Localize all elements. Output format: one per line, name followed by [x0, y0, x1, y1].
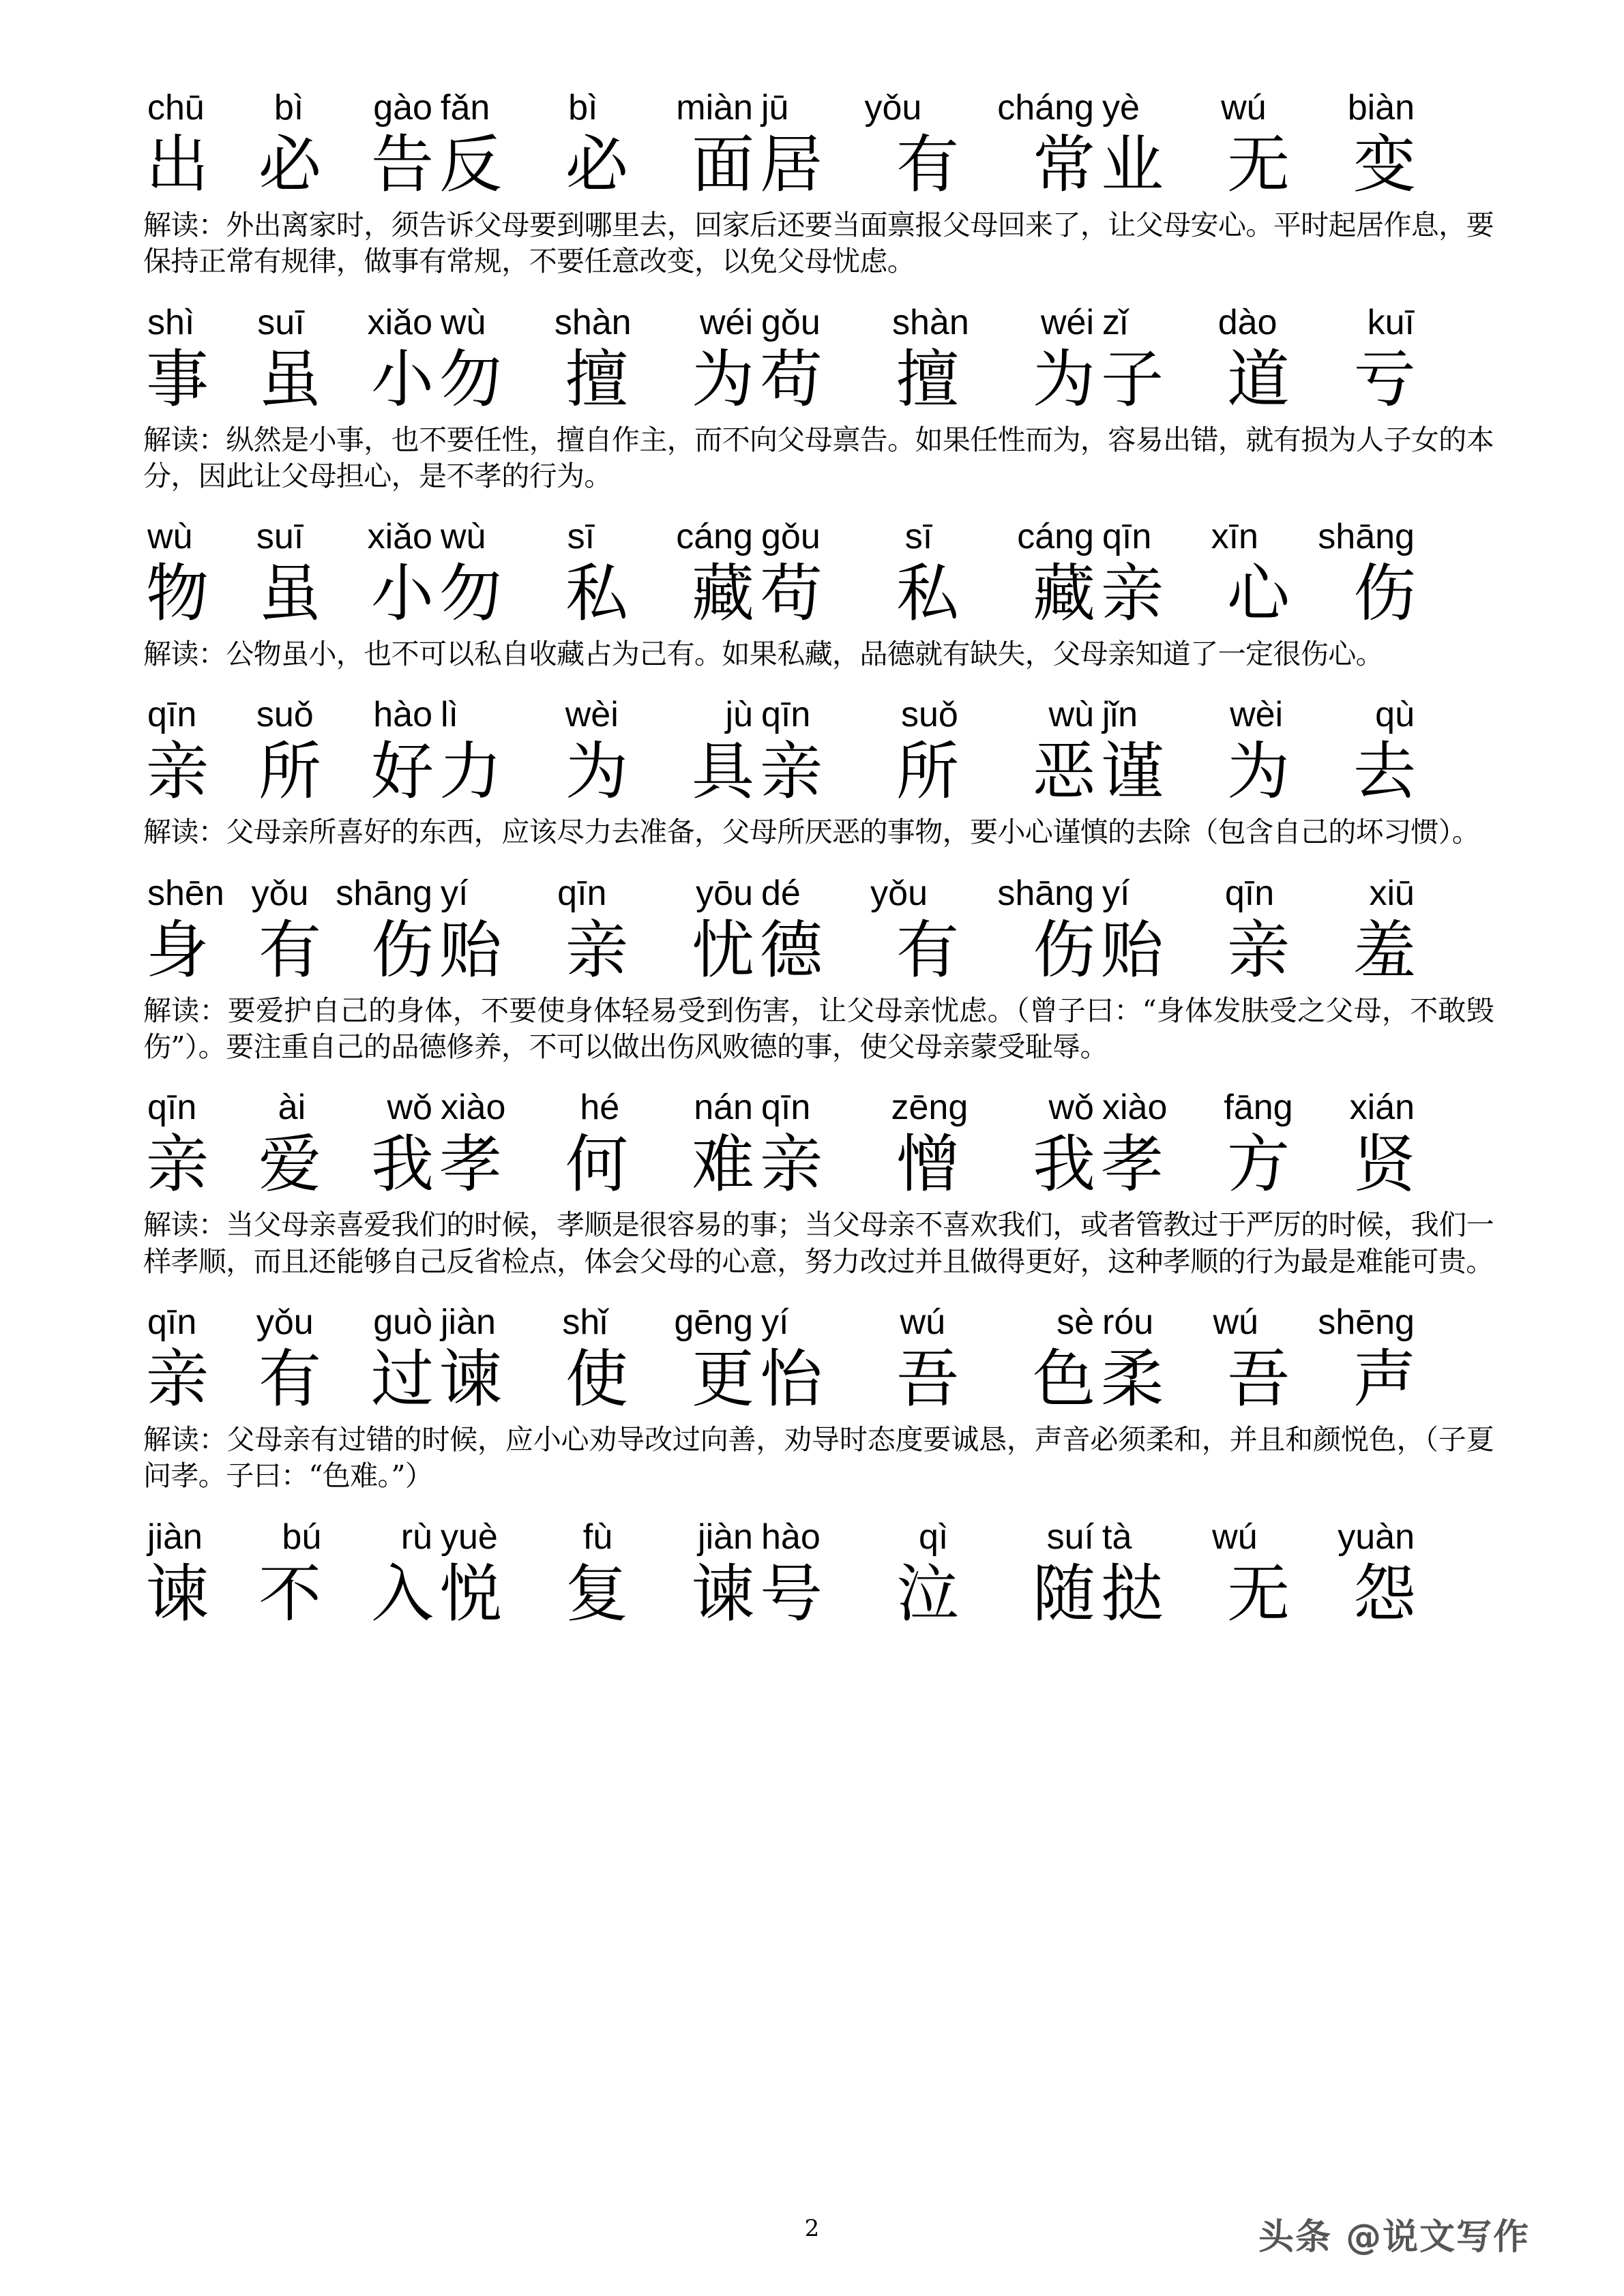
hanzi-character: 我: [370, 1128, 434, 1202]
pinyin-syllable: yǒu: [870, 873, 928, 913]
hanzi-phrase: [437, 543, 757, 633]
watermark-toutiao: 头条 @说文写作: [1258, 2217, 1531, 2258]
pinyin-syllable: xiū: [1369, 873, 1415, 913]
pinyin-syllable: yí: [441, 873, 469, 913]
verse-stanza: [143, 75, 1494, 280]
hanzi-character: 我: [1032, 1128, 1095, 1202]
pinyin-syllable: rù: [400, 1517, 432, 1557]
hanzi-phrase: [143, 329, 437, 419]
hanzi-character: 亲: [1226, 913, 1290, 987]
hanzi-character: 谏: [146, 1557, 209, 1630]
hanzi-character: 藏: [1032, 557, 1095, 631]
hanzi-character: 色: [1032, 1342, 1095, 1416]
page-number: 2: [804, 2215, 820, 2242]
hanzi-character: 泣: [896, 1557, 959, 1630]
hanzi-character: 擅: [896, 342, 959, 416]
hanzi-phrase: [1098, 543, 1419, 633]
pinyin-syllable: lì: [441, 695, 458, 735]
hanzi-phrase: [143, 900, 437, 990]
pinyin-syllable: bú: [282, 1517, 322, 1557]
pinyin-syllable: wù: [441, 302, 486, 342]
pinyin-syllable: yōu: [696, 873, 753, 913]
pinyin-syllable: wú: [1213, 1302, 1258, 1342]
hanzi-character: 伤: [1032, 913, 1095, 987]
verse-stanza: [143, 504, 1494, 672]
pinyin-syllable: yè: [1102, 88, 1140, 128]
pinyin-syllable: suǒ: [256, 695, 314, 735]
pinyin-syllable: bì: [568, 88, 598, 128]
hanzi-character: 过: [370, 1342, 434, 1416]
pinyin-syllable: qīn: [1224, 873, 1275, 913]
explanation-text: 解读：父母亲有过错的时候，应小心劝导改过向善，劝导时态度要诚恳，声音必须柔和，并且和颜悦色，（子夏问孝。子曰：“色难。”）: [143, 1422, 1494, 1493]
pinyin-syllable: gào: [373, 88, 432, 128]
hanzi-phrase: [757, 543, 1098, 633]
hanzi-character: 道: [1226, 342, 1290, 416]
pinyin-syllable: qīn: [761, 695, 811, 735]
hanzi-row: [143, 124, 1494, 205]
hanzi-character: 亲: [760, 1128, 823, 1202]
hanzi-row: [143, 339, 1494, 419]
pinyin-syllable: yǒu: [256, 1302, 314, 1342]
hanzi-character: 常: [1032, 128, 1095, 201]
hanzi-character: 小: [370, 342, 434, 416]
hanzi-character: 使: [565, 1342, 628, 1416]
pinyin-syllable: zēng: [891, 1088, 969, 1128]
hanzi-character: 亲: [1101, 557, 1164, 631]
pinyin-syllable: yuè: [441, 1517, 498, 1557]
hanzi-character: 变: [1353, 128, 1416, 201]
hanzi-phrase: [437, 1544, 757, 1634]
hanzi-phrase: [437, 329, 757, 419]
pinyin-syllable: qù: [1375, 695, 1415, 735]
hanzi-character: 柔: [1101, 1342, 1164, 1416]
hanzi-character: 有: [896, 128, 959, 201]
pinyin-syllable: shēn: [147, 873, 224, 913]
hanzi-character: 小: [370, 557, 434, 631]
pinyin-syllable: qīn: [557, 873, 607, 913]
pinyin-syllable: ài: [278, 1088, 306, 1128]
pinyin-syllable: wù: [1048, 695, 1094, 735]
hanzi-character: 谨: [1101, 735, 1164, 809]
explanation-text: 解读：公物虽小，也不可以私自收藏占为己有。如果私藏，品德就有缺失，父母亲知道了一定很伤心。: [143, 638, 1383, 671]
pinyin-syllable: shǐ: [562, 1302, 608, 1342]
hanzi-row: [143, 1553, 1494, 1634]
hanzi-character: 挞: [1101, 1557, 1164, 1630]
pinyin-syllable: xiào: [1102, 1088, 1168, 1128]
hanzi-phrase: [143, 543, 437, 633]
pinyin-syllable: yí: [1102, 873, 1130, 913]
pinyin-syllable: suí: [1046, 1517, 1094, 1557]
verse-stanza: [143, 1075, 1494, 1280]
hanzi-phrase: [757, 1544, 1098, 1634]
pinyin-syllable: hé: [580, 1088, 620, 1128]
hanzi-phrase: [757, 1329, 1098, 1419]
hanzi-character: 所: [258, 735, 321, 809]
hanzi-character: 为: [565, 735, 628, 809]
hanzi-phrase: [1098, 1329, 1419, 1419]
hanzi-character: 无: [1226, 1557, 1290, 1630]
pinyin-syllable: qì: [919, 1517, 949, 1557]
hanzi-phrase: [143, 721, 437, 811]
hanzi-character: 恶: [1032, 735, 1095, 809]
hanzi-character: 何: [565, 1128, 628, 1202]
hanzi-character: 贻: [1101, 913, 1164, 987]
pinyin-syllable: shàn: [554, 302, 632, 342]
pinyin-syllable: suī: [256, 517, 304, 557]
hanzi-character: 不: [258, 1557, 321, 1630]
pinyin-syllable: cáng: [1017, 517, 1094, 557]
pinyin-syllable: qīn: [147, 1302, 197, 1342]
hanzi-phrase: [437, 1114, 757, 1204]
hanzi-character: 藏: [691, 557, 754, 631]
pinyin-syllable: wú: [1212, 1517, 1258, 1557]
hanzi-character: 私: [896, 557, 959, 631]
hanzi-character: 好: [370, 735, 434, 809]
hanzi-character: 力: [439, 735, 503, 809]
pinyin-syllable: shāng: [336, 873, 432, 913]
pinyin-syllable: xiǎo: [367, 517, 432, 557]
hanzi-character: 心: [1226, 557, 1290, 631]
pinyin-syllable: fāng: [1224, 1088, 1293, 1128]
pinyin-syllable: nán: [694, 1088, 753, 1128]
hanzi-character: 随: [1032, 1557, 1095, 1630]
hanzi-character: 面: [691, 128, 754, 201]
pinyin-syllable: sī: [904, 517, 933, 557]
pinyin-syllable: gēng: [674, 1302, 753, 1342]
document-content: [143, 75, 1494, 1641]
hanzi-character: 复: [565, 1557, 628, 1630]
hanzi-character: 谏: [691, 1557, 754, 1630]
pinyin-syllable: wú: [900, 1302, 945, 1342]
hanzi-character: 亲: [146, 1128, 209, 1202]
pinyin-syllable: wèi: [565, 695, 619, 735]
hanzi-character: 私: [565, 557, 628, 631]
hanzi-character: 亲: [565, 913, 628, 987]
hanzi-character: 为: [691, 342, 754, 416]
pinyin-syllable: gǒu: [761, 302, 821, 342]
pinyin-syllable: gǒu: [761, 517, 821, 557]
hanzi-character: 必: [258, 128, 321, 201]
pinyin-syllable: wǒ: [1048, 1088, 1094, 1128]
hanzi-character: 悦: [439, 1557, 503, 1630]
pinyin-syllable: tà: [1102, 1517, 1132, 1557]
hanzi-character: 怡: [760, 1342, 823, 1416]
pinyin-syllable: qīn: [1102, 517, 1152, 557]
hanzi-character: 贻: [439, 913, 503, 987]
pinyin-syllable: yuàn: [1338, 1517, 1415, 1557]
hanzi-character: 虽: [258, 342, 321, 416]
hanzi-phrase: [1098, 1114, 1419, 1204]
pinyin-syllable: suǒ: [900, 695, 958, 735]
hanzi-character: 吾: [1226, 1342, 1290, 1416]
pinyin-syllable: wéi: [699, 302, 753, 342]
pinyin-syllable: yǒu: [251, 873, 309, 913]
hanzi-character: 业: [1101, 128, 1164, 201]
explanation-text: 解读：父母亲所喜好的东西，应该尽力去准备，父母所厌恶的事物，要小心谨慎的去除（包含自己的坏习惯）。: [143, 816, 1480, 849]
explanation-text: 解读：外出离家时，须告诉父母要到哪里去，回家后还要当面禀报父母回来了，让父母安心。平时起居作息，要保持正常有规律，做事有常规，不要任意改变，以免父母忧虑。: [143, 209, 1494, 278]
pinyin-syllable: jū: [761, 88, 789, 128]
hanzi-character: 德: [760, 913, 823, 987]
pinyin-syllable: róu: [1102, 1302, 1154, 1342]
hanzi-phrase: [437, 1329, 757, 1419]
pinyin-syllable: xiào: [441, 1088, 506, 1128]
pinyin-syllable: miàn: [676, 88, 753, 128]
hanzi-character: 入: [370, 1557, 434, 1630]
hanzi-character: 更: [691, 1342, 754, 1416]
hanzi-character: 居: [760, 128, 823, 201]
hanzi-character: 贤: [1353, 1128, 1416, 1202]
hanzi-character: 孝: [1101, 1128, 1164, 1202]
pinyin-syllable: xián: [1349, 1088, 1415, 1128]
verse-stanza: [143, 1504, 1494, 1634]
hanzi-character: 具: [691, 735, 754, 809]
hanzi-phrase: [437, 721, 757, 811]
hanzi-phrase: [437, 115, 757, 205]
hanzi-character: 身: [146, 913, 209, 987]
pinyin-syllable: qīn: [761, 1088, 811, 1128]
hanzi-phrase: [143, 1544, 437, 1634]
pinyin-syllable: zǐ: [1102, 302, 1128, 342]
hanzi-character: 事: [146, 342, 209, 416]
hanzi-character: 告: [370, 128, 434, 201]
hanzi-phrase: [757, 329, 1098, 419]
hanzi-character: 孝: [439, 1128, 503, 1202]
hanzi-character: 方: [1226, 1128, 1290, 1202]
pinyin-syllable: chū: [147, 88, 205, 128]
hanzi-character: 谏: [439, 1342, 503, 1416]
hanzi-phrase: [757, 1114, 1098, 1204]
hanzi-character: 去: [1353, 735, 1416, 809]
hanzi-character: 伤: [370, 913, 434, 987]
hanzi-character: 亲: [146, 1342, 209, 1416]
pinyin-syllable: jù: [725, 695, 753, 735]
hanzi-row: [143, 553, 1494, 633]
hanzi-character: 物: [146, 557, 209, 631]
hanzi-phrase: [437, 900, 757, 990]
pinyin-syllable: yǒu: [864, 88, 922, 128]
pinyin-syllable: fù: [582, 1517, 613, 1557]
pinyin-syllable: jiàn: [147, 1517, 203, 1557]
hanzi-phrase: [757, 721, 1098, 811]
hanzi-character: 亏: [1353, 342, 1416, 416]
pinyin-syllable: dé: [761, 873, 801, 913]
hanzi-character: 号: [760, 1557, 823, 1630]
pinyin-syllable: wù: [441, 517, 486, 557]
pinyin-syllable: xiǎo: [367, 302, 432, 342]
hanzi-character: 出: [146, 128, 209, 201]
hanzi-phrase: [1098, 329, 1419, 419]
hanzi-phrase: [143, 115, 437, 205]
pinyin-syllable: shāng: [1318, 517, 1415, 557]
pinyin-syllable: sè: [1057, 1302, 1094, 1342]
pinyin-syllable: wú: [1221, 88, 1267, 128]
hanzi-character: 亲: [146, 735, 209, 809]
hanzi-character: 必: [565, 128, 628, 201]
hanzi-character: 有: [896, 913, 959, 987]
hanzi-phrase: [1098, 721, 1419, 811]
pinyin-syllable: suī: [257, 302, 305, 342]
hanzi-character: 苟: [760, 342, 823, 416]
hanzi-character: 勿: [439, 557, 503, 631]
hanzi-phrase: [1098, 1544, 1419, 1634]
pinyin-syllable: qīn: [147, 1088, 197, 1128]
hanzi-character: 苟: [760, 557, 823, 631]
pinyin-syllable: cháng: [997, 88, 1094, 128]
hanzi-character: 伤: [1353, 557, 1416, 631]
hanzi-character: 为: [1032, 342, 1095, 416]
pinyin-syllable: wéi: [1040, 302, 1094, 342]
hanzi-character: 忧: [691, 913, 754, 987]
hanzi-row: [143, 731, 1494, 811]
hanzi-character: 擅: [565, 342, 628, 416]
explanation-text: 解读：当父母亲喜爱我们的时候，孝顺是很容易的事；当父母亲不喜欢我们，或者管教过于严厉的时候，我们一样孝顺，而且还能够自己反省检点，体会父母的心意，努力改过并且做得更好，这种孝顺的行为最是难能可贵。: [143, 1208, 1494, 1278]
hanzi-character: 虽: [258, 557, 321, 631]
verse-stanza: [143, 682, 1494, 850]
pinyin-syllable: fǎn: [441, 88, 490, 128]
pinyin-syllable: jiàn: [441, 1302, 496, 1342]
pinyin-syllable: qīn: [147, 695, 197, 735]
hanzi-character: 声: [1353, 1342, 1416, 1416]
hanzi-character: 吾: [896, 1342, 959, 1416]
hanzi-character: 怨: [1353, 1557, 1416, 1630]
hanzi-character: 所: [896, 735, 959, 809]
hanzi-character: 难: [691, 1128, 754, 1202]
hanzi-phrase: [143, 1114, 437, 1204]
pinyin-syllable: hào: [373, 695, 432, 735]
pinyin-syllable: hào: [761, 1517, 821, 1557]
hanzi-phrase: [757, 115, 1098, 205]
pinyin-syllable: jiàn: [698, 1517, 753, 1557]
pinyin-syllable: dào: [1217, 302, 1278, 342]
hanzi-character: 无: [1226, 128, 1290, 201]
pinyin-syllable: shì: [147, 302, 195, 342]
hanzi-row: [143, 1339, 1494, 1419]
pinyin-syllable: cáng: [676, 517, 753, 557]
hanzi-character: 勿: [439, 342, 503, 416]
hanzi-phrase: [1098, 900, 1419, 990]
hanzi-character: 羞: [1353, 913, 1416, 987]
pinyin-syllable: wèi: [1230, 695, 1284, 735]
hanzi-character: 憎: [896, 1128, 959, 1202]
pinyin-syllable: guò: [373, 1302, 432, 1342]
hanzi-character: 反: [439, 128, 503, 201]
pinyin-syllable: bì: [274, 88, 304, 128]
pinyin-syllable: wù: [147, 517, 193, 557]
verse-stanza: [143, 290, 1494, 495]
pinyin-syllable: wǒ: [387, 1088, 432, 1128]
pinyin-syllable: xīn: [1211, 517, 1258, 557]
pinyin-syllable: kuī: [1367, 302, 1415, 342]
pinyin-syllable: biàn: [1347, 88, 1415, 128]
explanation-text: 解读：要爱护自己的身体，不要使身体轻易受到伤害，让父母亲忧虑。（曾子曰：“身体发肤受之父母，不敢毁伤”）。要注重自己的品德修养，不可以做出伤风败德的事，使父母亲蒙受耻辱。: [143, 994, 1494, 1064]
pinyin-syllable: shàn: [891, 302, 969, 342]
hanzi-phrase: [143, 1329, 437, 1419]
pinyin-syllable: sī: [567, 517, 595, 557]
hanzi-character: 有: [258, 1342, 321, 1416]
explanation-text: 解读：纵然是小事，也不要任性，擅自作主，而不向父母禀告。如果任性而为，容易出错，就有损为人子女的本分，因此让父母担心，是不孝的行为。: [143, 423, 1494, 492]
hanzi-row: [143, 910, 1494, 990]
hanzi-character: 亲: [760, 735, 823, 809]
verse-stanza: [143, 861, 1494, 1066]
verse-stanza: [143, 1289, 1494, 1495]
pinyin-syllable: jǐn: [1102, 695, 1138, 735]
hanzi-row: [143, 1124, 1494, 1204]
pinyin-syllable: yí: [761, 1302, 789, 1342]
hanzi-character: 有: [258, 913, 321, 987]
pinyin-syllable: shēng: [1318, 1302, 1415, 1342]
hanzi-character: 为: [1226, 735, 1290, 809]
hanzi-phrase: [757, 900, 1098, 990]
pinyin-syllable: shāng: [997, 873, 1094, 913]
hanzi-character: 爱: [258, 1128, 321, 1202]
hanzi-phrase: [1098, 115, 1419, 205]
hanzi-character: 子: [1101, 342, 1164, 416]
